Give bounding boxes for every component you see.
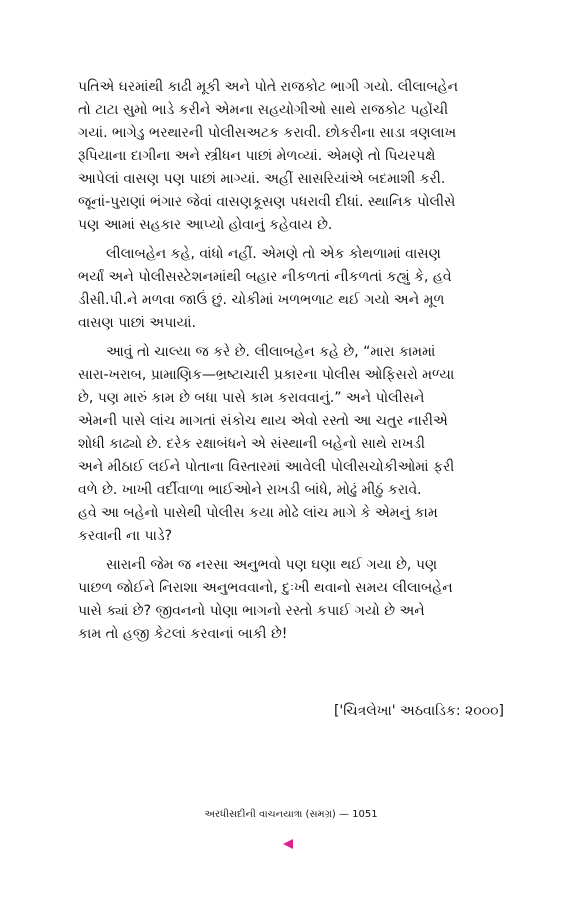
paragraph-4	[78, 554, 508, 646]
text-line: સારાની જેમ જ નરસા અનુભવો પણ ઘણા થઈ ગયા છે, પણ	[106, 557, 438, 573]
text-line: સારા-ખરાબ, પ્રામાણિક—ભ્રષ્ટાચારી પ્રકારના પોલીસ ઓફિસરો મળ્યા	[78, 367, 455, 383]
paragraph-3	[78, 341, 508, 548]
text-line: રૂપિયાના દાગીના અને સ્ત્રીધન પાછાં મેળવ્યાં. એમણે તો પિયરપક્ષે	[78, 148, 436, 164]
text-line: તો ટાટા સુમો ભાડે કરીને એમના સહયોગીઓ સાથે રાજકોટ પહોંચી	[78, 102, 449, 118]
triangle-left-icon[interactable]	[283, 839, 293, 849]
source-citation: ['ચિત્રલેખા' અઠવાડિક: ૨૦૦૦]	[333, 703, 504, 719]
paragraph-1	[78, 76, 508, 237]
text-line: એમની પાસે લાંચ માગતાં સંકોચ થાય એવો રસ્તો આ ચતુર નારીએ	[78, 413, 448, 429]
text-line: ગયાં. ભાગેડુ ભરથારની પોલીસઅટક કરાવી. છોકરીના સાડા ત્રણલાખ	[78, 125, 457, 141]
body-text	[78, 76, 508, 652]
text-line: અને મીઠાઈ લઈને પોતાના વિસ્તારમાં આવેલી પોલીસચોકીઓમાં ફરી	[78, 459, 455, 475]
text-line: શોધી કાઢ્યો છે. દરેક રક્ષાબંધને એ સંસ્થાની બહેનો સાથે રાખડી	[78, 436, 426, 452]
text-line: આવું તો ચાલ્યા જ કરે છે. લીલાબહેન કહે છે, “મારા કામમાં	[106, 344, 436, 360]
text-line: લીલાબહેન કહે, વાંધો નહીં. એમણે તો એક કોથળામાં વાસણ	[106, 246, 441, 262]
text-line: કામ તો હજી કેટલાં કરવાનાં બાકી છે!	[78, 626, 288, 642]
text-line: પાછળ જોઈને નિરાશા અનુભવવાનો, દુઃખી થવાનો સમય લીલાબહેન	[78, 580, 453, 596]
text-line: હવે આ બહેનો પાસેથી પોલીસ કયા મોઢે લાંચ માગે કે એમનું કામ	[78, 505, 438, 521]
text-line: ડીસી.પી.ને મળવા જાઉં છું. ચોકીમાં ખળભળાટ થઈ ગયો અને મૂળ	[78, 292, 445, 308]
text-line: કરવાની ના પાડે?	[78, 528, 173, 544]
paragraph-2	[78, 243, 508, 335]
text-line: પાસે ક્યાં છે? જીવનનો પોણા ભાગનો રસ્તો કપાઈ ગયો છે અને	[78, 603, 425, 619]
page-footer: અરધીસદીની વાચનયાત્રા (સમગ્ર) — 1051	[204, 809, 378, 820]
text-line: આપેલાં વાસણ પણ પાછાં માગ્યાં. અહીં સાસરિયાંએ બદમાશી કરી.	[78, 171, 446, 187]
text-line: વળે છે. ખાખી વર્દીવાળા ભાઈઓને રાખડી બાંધે, મોઢું મીઠું કરાવે.	[78, 482, 422, 498]
text-line: છે, પણ મારું કામ છે બધા પાસે કામ કરાવવાનું.” અને પોલીસને	[78, 390, 425, 406]
text-line: વાસણ પાછાં અપાયાં.	[78, 315, 197, 331]
text-line: પતિએ ઘરમાંથી કાઢી મૂકી અને પોતે રાજકોટ ભાગી ગયો. લીલાબહેન	[78, 79, 459, 95]
text-line: પણ આમાં સહકાર આપ્યો હોવાનું કહેવાય છે.	[78, 217, 333, 233]
text-line: જૂનાં-પુરાણાં ભંગાર જેવાં વાસણકૂસણ પધરાવી દીધાં. સ્થાનિક પોલીસે	[78, 194, 456, 210]
text-line: ભર્યાં અને પોલીસસ્ટેશનમાંથી બહાર નીકળતાં નીકળતાં કહ્યું કે, હવે	[78, 269, 452, 285]
